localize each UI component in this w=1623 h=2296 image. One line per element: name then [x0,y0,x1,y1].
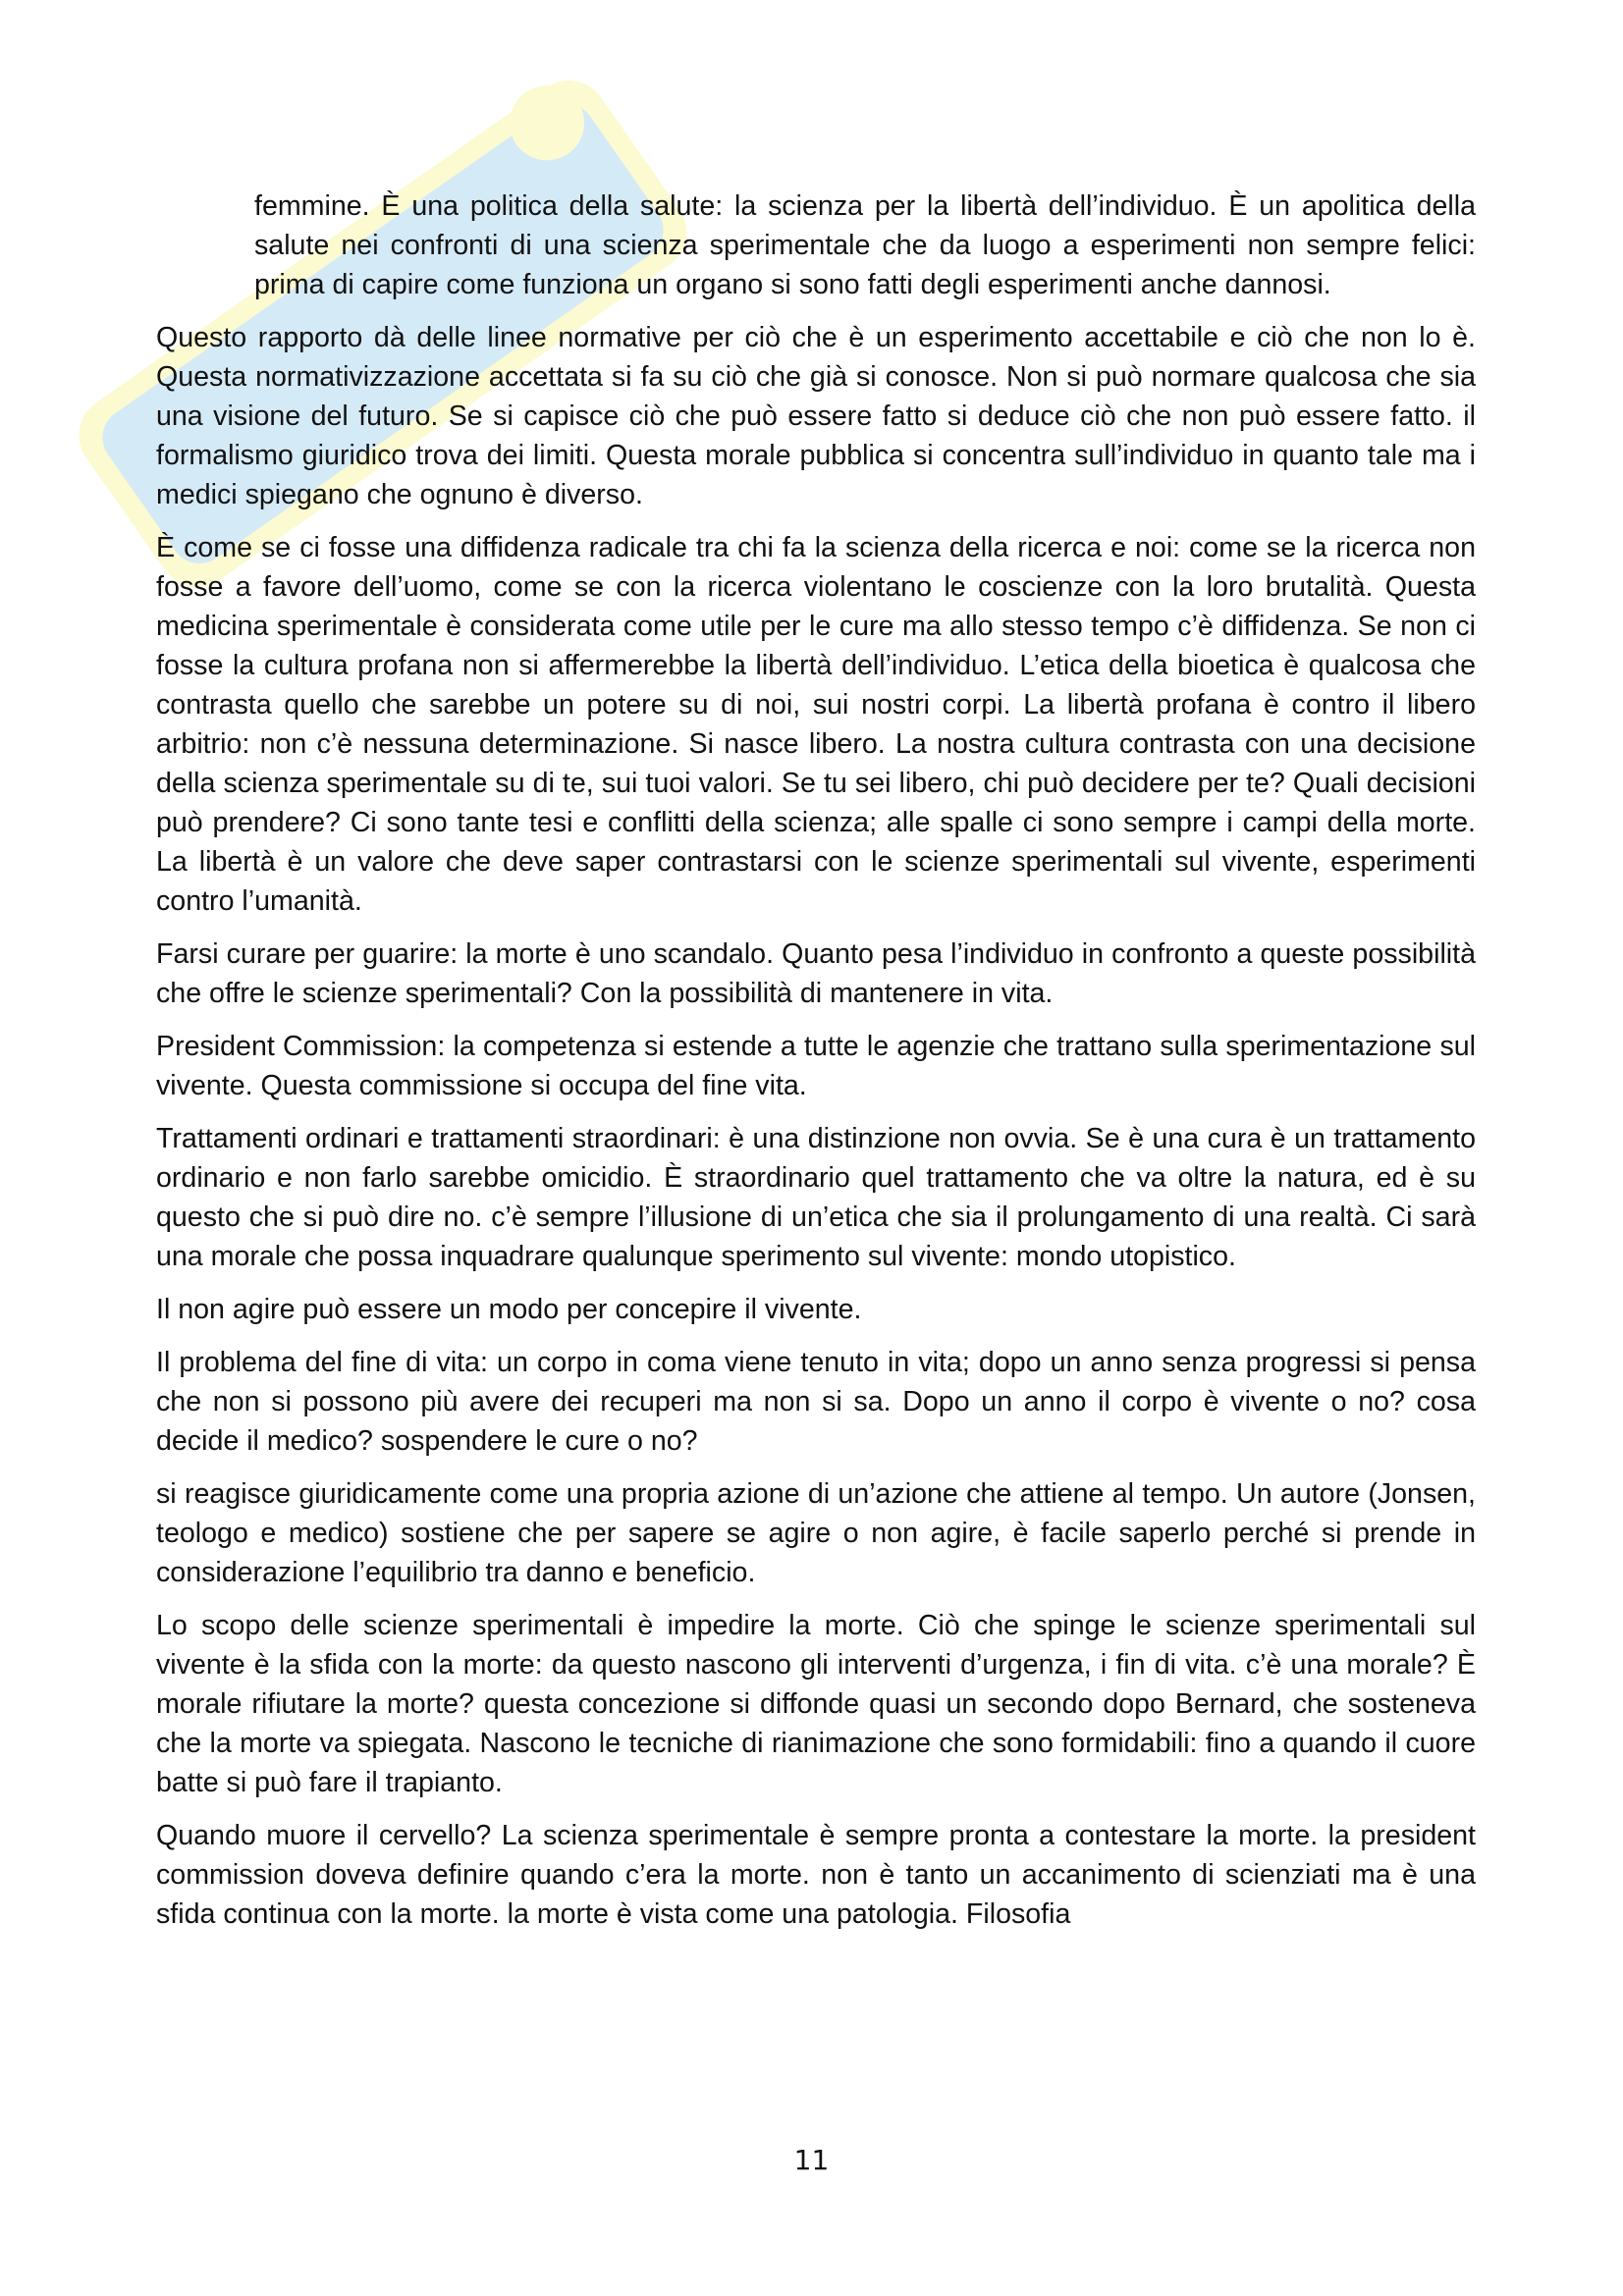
paragraph: si reagisce giuridicamente come una propria azione di un’azione che attiene al tempo. Un autore (Jonsen, teologo e medico) sostiene che per sapere se agire o non agire, è facile saperlo perché si prende in considerazione l’equilibrio tra danno e beneficio. [156,1478,1476,1588]
paragraph: Il non agire può essere un modo per concepire il vivente. [156,1294,862,1325]
document-body [156,187,1476,1948]
paragraph-continuation: femmine. È una politica della salute: la scienza per la libertà dell’individuo. È un apolitica della salute nei confronti di una scienza sperimentale che da luogo a esperimenti non sempre felici: prima di capire come funziona un organo si sono fatti degli esperimenti anche dannosi. [254,190,1476,300]
paragraph: Trattamenti ordinari e trattamenti straordinari: è una distinzione non ovvia. Se è una cura è un trattamento ordinario e non farlo sarebbe omicidio. È straordinario quel trattamento che va oltre la natura, ed è su questo che si può dire no. c’è sempre l’illusione di un’etica che sia il prolungamento di una realtà. Ci sarà una morale che possa inquadrare qualunque sperimento sul vivente: mondo utopistico. [156,1123,1476,1272]
paragraph: Il problema del fine di vita: un corpo in coma viene tenuto in vita; dopo un anno senza progressi si pensa che non si possono più avere dei recuperi ma non si sa. Dopo un anno il corpo è vivente o no? cosa decide il medico? sospendere le cure o no? [156,1347,1476,1457]
page-number: 11 [793,2144,830,2176]
paragraph: Farsi curare per guarire: la morte è uno scandalo. Quanto pesa l’individuo in confronto a queste possibilità che offre le scienze sperimentali? Con la possibilità di mantenere in vita. [156,938,1476,1009]
paragraph: È come se ci fosse una diffidenza radicale tra chi fa la scienza della ricerca e noi: come se la ricerca non fosse a favore dell’uomo, come se con la ricerca violentano le coscienze con la loro brutalità. Questa medicina sperimentale è considerata come utile per le cure ma allo stesso tempo c’è diffidenza. Se non ci fosse la cultura profana non si affermerebbe la libertà dell’individuo. L’etica della bioetica è qualcosa che contrasta quello che sarebbe un potere su di noi, sui nostri corpi. La libertà profana è contro il libero arbitrio: non c’è nessuna determinazione. Si nasce libero. La nostra cultura contrasta con una decisione della scienza sperimentale su di te, sui tuoi valori. Se tu sei libero, chi può decidere per te? Quali decisioni può prendere? Ci sono tante tesi e conflitti della scienza; alle spalle ci sono sempre i campi della morte. La libertà è un valore che deve saper contrastarsi con le scienze sperimentali sul vivente, esperimenti contro l’umanità. [156,532,1476,917]
paragraph: Questo rapporto dà delle linee normative per ciò che è un esperimento accettabile e ciò che non lo è. Questa normativizzazione accettata si fa su ciò che già si conosce. Non si può normare qualcosa che sia una visione del futuro. Se si capisce ciò che può essere fatto si deduce ciò che non può essere fatto. il formalismo giuridico trova dei limiti. Questa morale pubblica si concentra sull’individuo in quanto tale ma i medici spiegano che ognuno è diverso. [156,322,1476,510]
paragraph: Lo scopo delle scienze sperimentali è impedire la morte. Ciò che spinge le scienze sperimentali sul vivente è la sfida con la morte: da questo nascono gli interventi d’urgenza, i fin di vita. c’è una morale? È morale rifiutare la morte? questa concezione si diffonde quasi un secondo dopo Bernard, che sosteneva che la morte va spiegata. Nascono le tecniche di rianimazione che sono formidabili: fino a quando il cuore batte si può fare il trapianto. [156,1610,1476,1798]
paragraph: President Commission: la competenza si estende a tutte le agenzie che trattano sulla sperimentazione sul vivente. Questa commissione si occupa del fine vita. [156,1031,1476,1101]
paragraph: Quando muore il cervello? La scienza sperimentale è sempre pronta a contestare la morte. la president commission doveva definire quando c’era la morte. non è tanto un accanimento di scienziati ma è una sfida continua con la morte. la morte è vista come una patologia. Filosofia [156,1820,1476,1930]
